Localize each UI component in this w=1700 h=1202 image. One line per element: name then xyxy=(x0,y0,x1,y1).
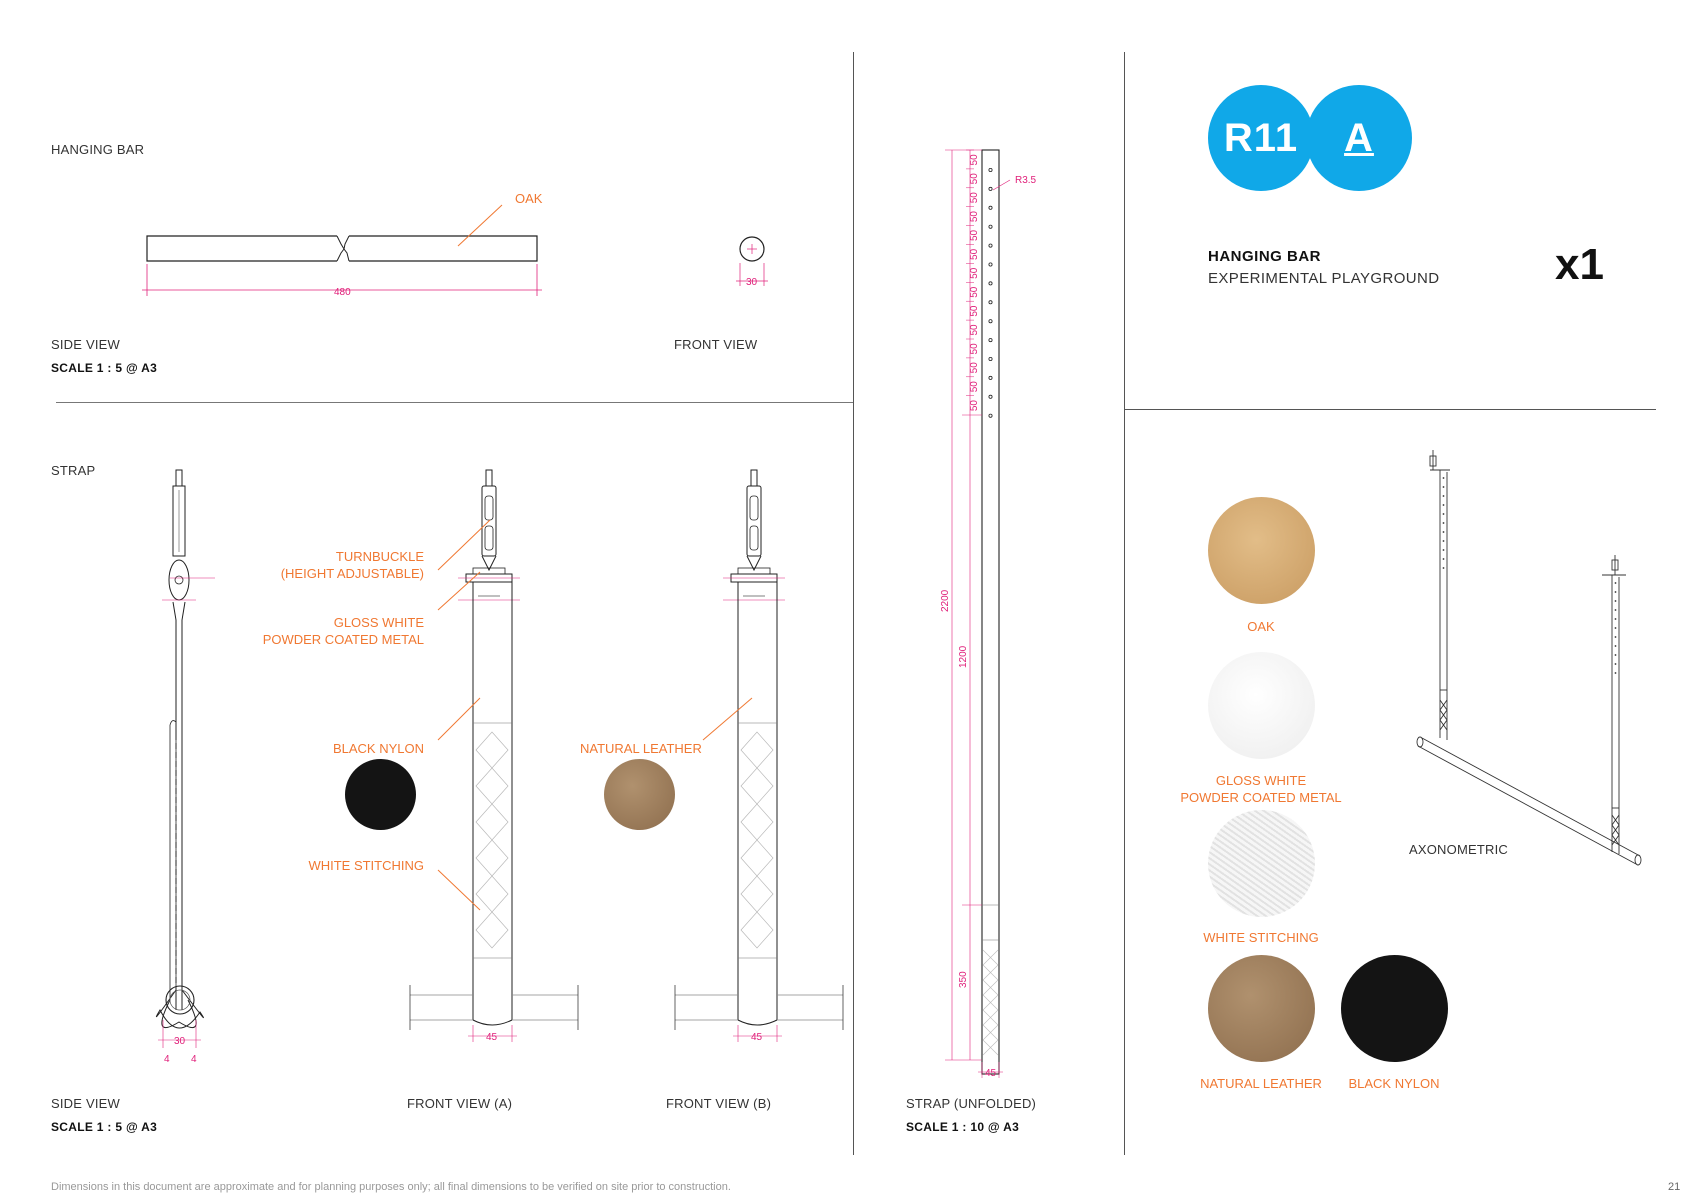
dimension-width: 45 xyxy=(985,1068,997,1079)
badge-code xyxy=(1208,85,1314,191)
axo-hole-right xyxy=(1615,672,1617,674)
axo-hole-left xyxy=(1443,477,1445,479)
badge-code-text: R11 xyxy=(1223,115,1299,160)
material-swatch-stitching xyxy=(1208,810,1315,917)
hole-spacing-label: 50 xyxy=(969,343,980,355)
quantity: x1 xyxy=(1555,240,1604,289)
project-name: EXPERIMENTAL PLAYGROUND xyxy=(1208,270,1440,287)
dimension-radius: R3.5 xyxy=(1015,175,1037,186)
divider-left xyxy=(853,52,854,1155)
axo-hole-right xyxy=(1615,636,1617,638)
hanging-bar-front-view-label: FRONT VIEW xyxy=(674,337,758,352)
divider-right xyxy=(1124,52,1125,1155)
strap-hole xyxy=(989,339,992,342)
material-label-metal-line2: POWDER COATED METAL xyxy=(1180,790,1342,805)
axo-hole-right xyxy=(1615,609,1617,611)
strap-unfolded-scale: SCALE 1 : 10 @ A3 xyxy=(906,1120,1020,1134)
hole-spacing-label: 50 xyxy=(969,400,980,412)
axo-hole-right xyxy=(1615,618,1617,620)
hole-spacing-label: 50 xyxy=(969,324,980,336)
axo-hole-left xyxy=(1443,513,1445,515)
hole-spacing-label: 50 xyxy=(969,154,980,166)
dimension-right: 4 xyxy=(191,1054,197,1065)
hole-spacing-label: 50 xyxy=(969,267,980,279)
axo-hole-right xyxy=(1615,591,1617,593)
callout-natural-leather: NATURAL LEATHER xyxy=(580,741,702,756)
strap-hole xyxy=(989,301,992,304)
axo-hole-left xyxy=(1443,486,1445,488)
axo-hole-right xyxy=(1615,663,1617,665)
axo-hole-right xyxy=(1615,600,1617,602)
material-label-oak: OAK xyxy=(1247,619,1275,634)
material-swatch-leather xyxy=(1208,955,1315,1062)
material-label-nylon: BLACK NYLON xyxy=(1348,1076,1440,1091)
hole-spacing-label: 50 xyxy=(969,211,980,223)
strap-side-view-label: SIDE VIEW xyxy=(51,1096,120,1111)
axo-hole-right xyxy=(1615,627,1617,629)
axo-hole-left xyxy=(1443,558,1445,560)
hanging-bar-scale: SCALE 1 : 5 @ A3 xyxy=(51,361,158,375)
strap-hole xyxy=(989,320,992,323)
callout-metal-line2: POWDER COATED METAL xyxy=(262,632,424,647)
strap-hole xyxy=(989,244,992,247)
axo-hole-left xyxy=(1443,531,1445,533)
hole-spacing-label: 50 xyxy=(969,192,980,204)
axo-hole-right xyxy=(1615,645,1617,647)
hole-spacing-label: 50 xyxy=(969,173,980,185)
strap-front-a-label: FRONT VIEW (A) xyxy=(407,1096,513,1111)
strap-hole xyxy=(989,168,992,171)
axo-hole-right xyxy=(1615,654,1617,656)
callout-turnbuckle-line1: TURNBUCKLE xyxy=(335,549,424,564)
strap-front-b-label: FRONT VIEW (B) xyxy=(666,1096,772,1111)
hole-spacing-label: 50 xyxy=(969,305,980,317)
badge-variant xyxy=(1306,85,1412,191)
callout-metal xyxy=(240,614,424,648)
strap-hole xyxy=(989,376,992,379)
axo-hole-left xyxy=(1443,495,1445,497)
item-name: HANGING BAR xyxy=(1208,248,1321,265)
strap-leather-swatch xyxy=(604,759,675,830)
label-oak: OAK xyxy=(515,191,543,206)
axo-hole-left xyxy=(1443,567,1445,569)
material-label-metal xyxy=(1141,772,1381,806)
strap-section-title: STRAP xyxy=(51,463,96,478)
material-label-leather: NATURAL LEATHER xyxy=(1200,1076,1322,1091)
strap-hole xyxy=(989,357,992,360)
hole-spacing-label: 50 xyxy=(969,248,980,260)
dimension-loop: 30 xyxy=(174,1036,186,1047)
callout-turnbuckle-line2: (HEIGHT ADJUSTABLE) xyxy=(280,566,424,581)
hole-spacing-label: 50 xyxy=(969,286,980,298)
material-swatch-oak xyxy=(1208,497,1315,604)
strap-nylon-swatch xyxy=(345,759,416,830)
material-label-metal-line1: GLOSS WHITE xyxy=(1215,773,1307,788)
strap-unfolded-label: STRAP (UNFOLDED) xyxy=(906,1096,1037,1111)
dimension-width-b: 45 xyxy=(751,1032,763,1043)
callout-metal-line1: GLOSS WHITE xyxy=(333,615,424,630)
callout-black-nylon: BLACK NYLON xyxy=(332,741,424,756)
material-label-stitching: WHITE STITCHING xyxy=(1203,930,1319,945)
strap-hole xyxy=(989,414,992,417)
dimension-left: 4 xyxy=(164,1054,170,1065)
dimension-diameter: 30 xyxy=(746,277,758,288)
axo-hole-left xyxy=(1443,549,1445,551)
axo-hole-left xyxy=(1443,504,1445,506)
divider-hanging-bar xyxy=(56,402,853,403)
strap-hole xyxy=(989,263,992,266)
dimension-bottom: 350 xyxy=(958,971,969,988)
dimension-width-a: 45 xyxy=(486,1032,498,1043)
dimension-total: 2200 xyxy=(940,589,951,612)
footer-disclaimer: Dimensions in this document are approximate and for planning purposes only; all final dimensions to be verified on site prior to construction. xyxy=(51,1181,731,1193)
hanging-bar-section-title: HANGING BAR xyxy=(51,142,145,157)
material-swatch-nylon xyxy=(1341,955,1448,1062)
divider-header xyxy=(1124,409,1656,410)
hole-spacing-label: 50 xyxy=(969,362,980,374)
strap-hole xyxy=(989,187,992,190)
strap-scale: SCALE 1 : 5 @ A3 xyxy=(51,1120,158,1134)
hole-spacing-label: 50 xyxy=(969,229,980,242)
material-swatch-metal xyxy=(1208,652,1315,759)
hole-spacing-label: 50 xyxy=(969,381,980,393)
dimension-middle: 1200 xyxy=(958,645,969,668)
dimension-length: 480 xyxy=(334,287,351,298)
strap-hole xyxy=(989,282,992,285)
strap-hole xyxy=(989,395,992,398)
badge-variant-text: A xyxy=(1344,115,1374,160)
callout-white-stitching: WHITE STITCHING xyxy=(308,858,424,873)
strap-hole xyxy=(989,225,992,228)
axo-hole-left xyxy=(1443,522,1445,524)
page-number: 21 xyxy=(1668,1181,1681,1193)
strap-hole xyxy=(989,206,992,209)
axonometric-label: AXONOMETRIC xyxy=(1409,842,1508,857)
hanging-bar-side-view-label: SIDE VIEW xyxy=(51,337,120,352)
axo-hole-left xyxy=(1443,540,1445,542)
axonometric-drawing xyxy=(0,0,1,1)
axo-hole-right xyxy=(1615,582,1617,584)
callout-turnbuckle xyxy=(260,548,424,582)
